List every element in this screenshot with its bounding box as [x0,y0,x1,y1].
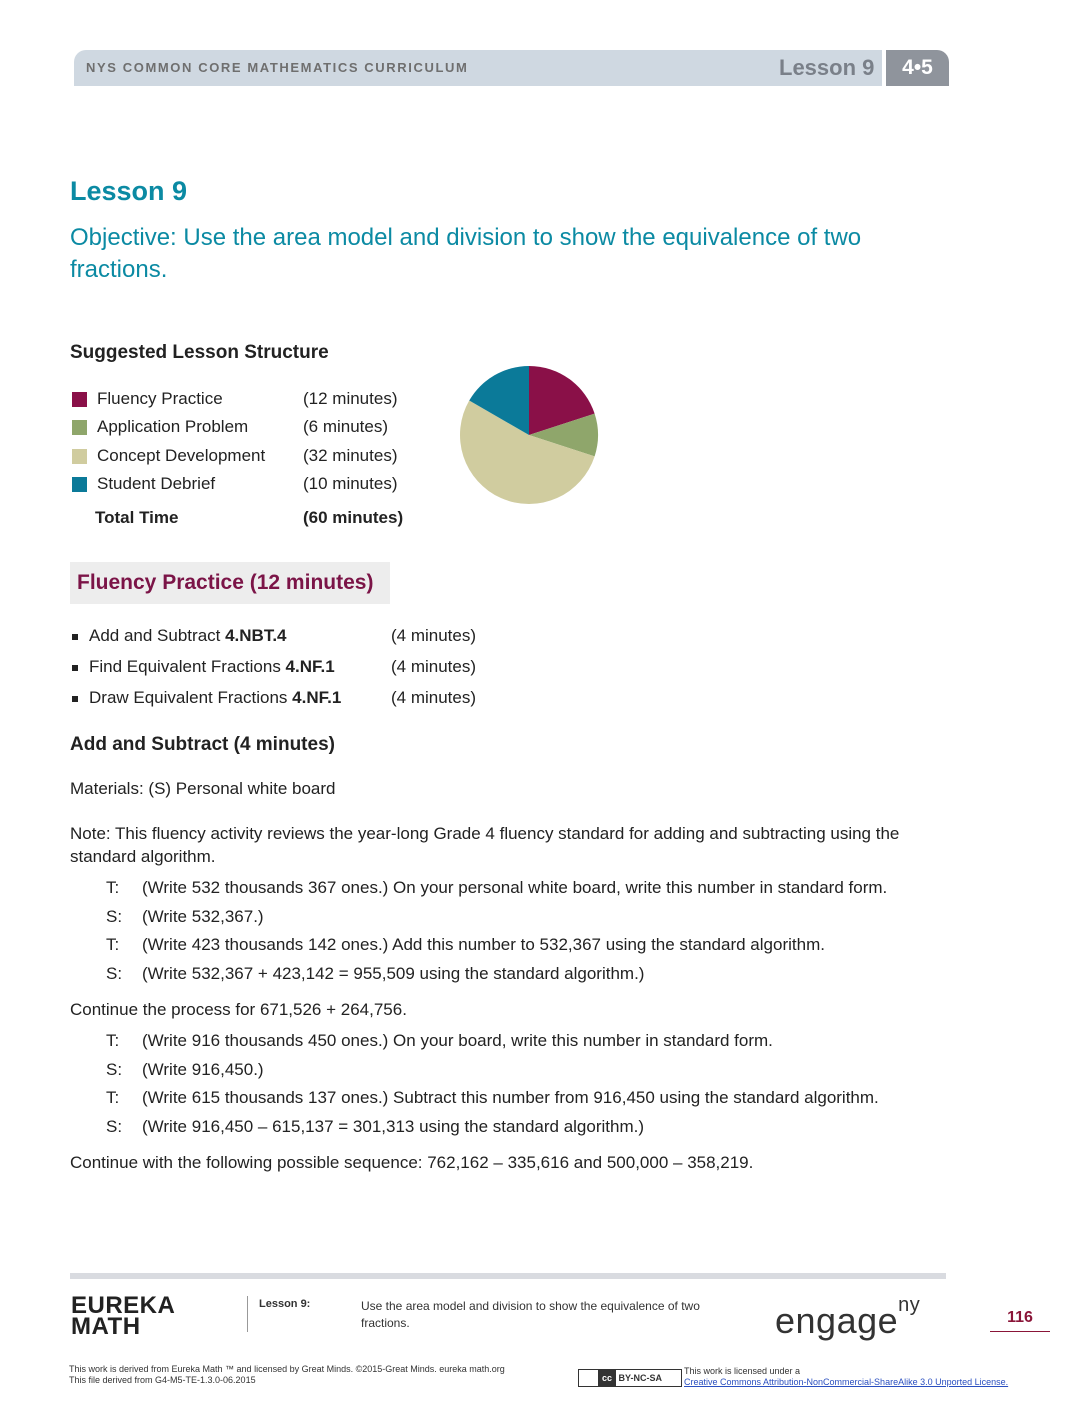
dialog-text: (Write 916,450 – 615,137 = 301,313 using the standard algorithm.) [142,1117,644,1136]
speaker: S: [106,964,123,983]
dialog-line [106,1088,879,1108]
eureka-math-logo: EUREKA MATH [71,1292,176,1340]
footer-divider [247,1296,248,1332]
dialog-text: (Write 532,367.) [142,907,264,926]
materials: Materials: (S) Personal white board [70,779,336,798]
speaker: T: [106,935,120,954]
dialog-line [106,878,887,898]
dialog-line [106,964,644,984]
lesson-title: Lesson 9 [70,176,188,206]
fluency-item-label: Add and Subtract [89,626,226,645]
dialog-text: (Write 532 thousands 367 ones.) On your personal white board, write this number in standard form. [142,878,888,897]
speaker: S: [106,1060,123,1079]
dialog-line [106,1117,644,1137]
cc-license-badge: cc BY-NC-SA [578,1369,682,1387]
structure-minutes: (10 minutes) [303,474,398,493]
dialog-text: (Write 532,367 + 423,142 = 955,509 using the standard algorithm.) [142,964,645,983]
structure-title: Suggested Lesson Structure [70,342,329,363]
fluency-item-minutes: (4 minutes) [391,688,477,707]
dialog-line [106,1060,264,1080]
structure-label: Student Debrief [97,474,216,493]
fluency-item-standard: 4.NF.1 [292,688,342,707]
section-title: Add and Subtract (4 minutes) [70,734,335,755]
legend-swatch [72,420,87,435]
fluency-item-label: Draw Equivalent Fractions [89,688,293,707]
module-badge: 4•5 [886,50,949,86]
legend-swatch [72,449,87,464]
bullet-icon [72,696,78,702]
fluency-title: Fluency Practice (12 minutes) [77,571,374,594]
fluency-item-minutes: (4 minutes) [391,657,477,676]
speaker: T: [106,1088,120,1107]
footer-lesson-objective: Use the area model and division to show the equivalence of two fractions. [361,1299,700,1330]
footer-rule [70,1273,946,1279]
speaker: S: [106,907,123,926]
fluency-item-standard: 4.NBT.4 [225,626,287,645]
speaker: T: [106,1031,120,1050]
structure-label: Fluency Practice [97,389,223,408]
footer-lesson-label: Lesson 9: [259,1298,311,1310]
curriculum-title: NYS COMMON CORE MATHEMATICS CURRICULUM [86,60,469,75]
engageny-logo: engage$^{ny}$ [775,1294,921,1341]
derived-notice: This work is derived from Eureka Math ™ and licensed by Great Minds. ©2015-Great Minds. eureka math.org This file derived from G4-M5-TE-1.3.0-06.2015 [69,1364,505,1385]
dialog-text: (Write 423 thousands 142 ones.) Add this number to 532,367 using the standard algorithm. [142,935,825,954]
continue-text: Continue the process for 671,526 + 264,756. [70,1000,407,1019]
note: Note: This fluency activity reviews the year-long Grade 4 fluency standard for adding and subtracting using the standard algorithm. [70,824,900,866]
legend-swatch [72,477,87,492]
total-label: Total Time [95,508,179,527]
bullet-icon [72,665,78,671]
dialog-text: (Write 916,450.) [142,1060,264,1079]
bullet-icon [72,634,78,640]
license-link[interactable]: Creative Commons Attribution-NonCommercial-ShareAlike 3.0 Unported License. [684,1377,1009,1387]
structure-minutes: (12 minutes) [303,389,398,408]
structure-label: Concept Development [97,446,266,465]
fluency-item-minutes: (4 minutes) [391,626,477,645]
dialog-text: (Write 615 thousands 137 ones.) Subtract this number from 916,450 using the standard algorithm. [142,1088,879,1107]
total-minutes: (60 minutes) [303,508,404,527]
fluency-item-label: Find Equivalent Fractions [89,657,286,676]
legend-swatch [72,392,87,407]
objective: Objective: Use the area model and division to show the equivalence of two fractions. [70,224,862,283]
license-notice: This work is licensed under a Creative Commons Attribution-NonCommercial-ShareAlike 3.0 Unported License. [684,1366,1009,1387]
page-number-rule [990,1331,1050,1332]
speaker: S: [106,1117,123,1136]
continue-text: Continue with the following possible sequence: 762,162 – 335,616 and 500,000 – 358,219. [70,1153,754,1172]
dialog-text: (Write 916 thousands 450 ones.) On your board, write this number in standard form. [142,1031,773,1050]
structure-label: Application Problem [97,417,249,436]
lesson-time-pie-chart [458,364,600,506]
dialog-line [106,907,264,927]
fluency-item-standard: 4.NF.1 [285,657,335,676]
structure-minutes: (32 minutes) [303,446,398,465]
structure-minutes: (6 minutes) [303,417,389,436]
speaker: T: [106,878,120,897]
dialog-line [106,935,825,955]
dialog-line [106,1031,773,1051]
page-number: 116 [1007,1309,1033,1326]
header-lesson: Lesson 9 [779,55,875,80]
